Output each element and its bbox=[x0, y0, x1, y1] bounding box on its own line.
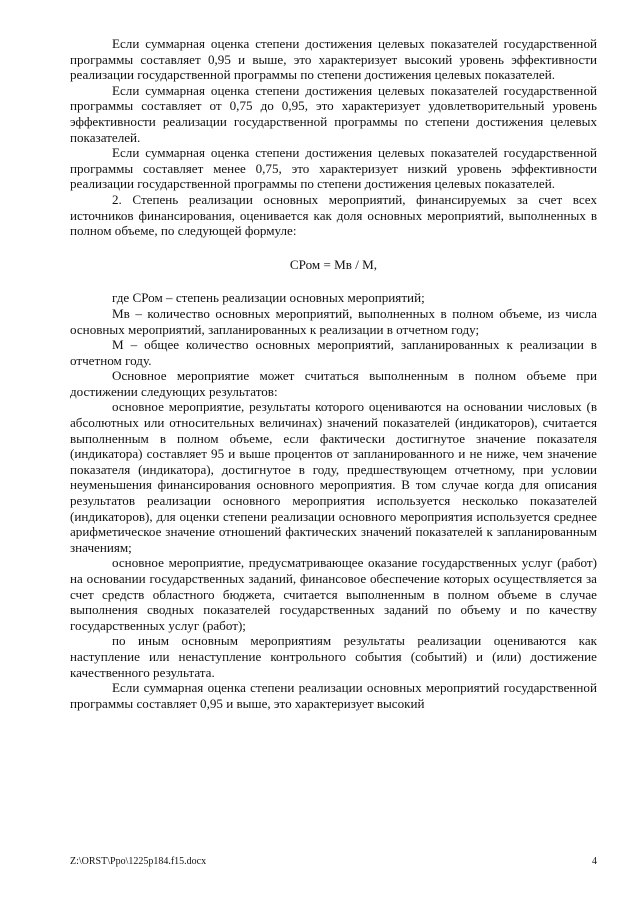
formula: СРом = Мв / М, bbox=[289, 256, 378, 272]
paragraph: Мв – количество основных мероприятий, выполненных в полном объеме, из числа основных мероприятий, запланированных к реализации в отчетном году; bbox=[70, 305, 597, 337]
file-path: Z:\ORST\Ppo\1225p184.f15.docx bbox=[70, 856, 207, 867]
paragraph: Если суммарная оценка степени достижения целевых показателей государственной программы составляет менее 0,75, это характеризует низкий уровень эффективности реализации государственной программы по степени достижения целевых показателей. bbox=[70, 145, 597, 192]
page-number: 4 bbox=[592, 856, 597, 867]
paragraph: 2. Степень реализации основных мероприятий, финансируемых за счет всех источников финансирования, оценивается как доля основных мероприятий, выполненных в полном объеме, по следующей формуле: bbox=[70, 191, 597, 239]
paragraph: Если суммарная оценка степени реализации основных мероприятий государственной программы составляет 0,95 и выше, это характеризует высокий bbox=[70, 680, 597, 711]
paragraph: по иным основным мероприятиям результаты реализации оцениваются как наступление или ненаступление контрольного события (событий) и (или) достижение качественного результата. bbox=[70, 633, 597, 680]
paragraph: где СРом – степень реализации основных мероприятий; bbox=[112, 290, 425, 306]
document-body bbox=[70, 36, 597, 711]
paragraph: основное мероприятие, результаты которого оцениваются на основании числовых (в абсолютных или относительных величинах) значений показателей (индикаторов), считается выполненным в полном объеме, если фактически достигнутое значение показателя (индикатора) составляет 95 и выше процентов от запланированного и не ниже, чем значение показателя (индикатора), достигнутое в году, предшествующем отчетному, при условии неуменьшения финансирования основного мероприятия. В том случае когда для описания результатов реализации основного мероприятия используется несколько показателей (индикаторов), для оценки степени реализации основного мероприятия используется среднее арифметическое значение отношений фактических значений показателей к запланированным значениям; bbox=[70, 399, 597, 555]
paragraph: Если суммарная оценка степени достижения целевых показателей государственной программы составляет от 0,75 до 0,95, это характеризует удовлетворительный уровень эффективности реализации государственной программы по степени достижения целевых показателей. bbox=[70, 82, 597, 145]
paragraph: основное мероприятие, предусматривающее оказание государственных услуг (работ) на основании государственных заданий, финансовое обеспечение которых осуществляется за счет средств областного бюджета, считается выполненным в полном объеме в случае выполнения сводных показателей государственных заданий по объему и по качеству государственных услуг (работ); bbox=[70, 555, 597, 633]
paragraph: Если суммарная оценка степени достижения целевых показателей государственной программы составляет 0,95 и выше, это характеризует высокий уровень эффективности реализации государственной программы по степени достижения целевых показателей. bbox=[70, 36, 597, 83]
paragraph: Основное мероприятие может считаться выполненным в полном объеме при достижении следующих результатов: bbox=[70, 368, 597, 399]
paragraph: М – общее количество основных мероприятий, запланированных к реализации в отчетном году. bbox=[70, 337, 597, 368]
